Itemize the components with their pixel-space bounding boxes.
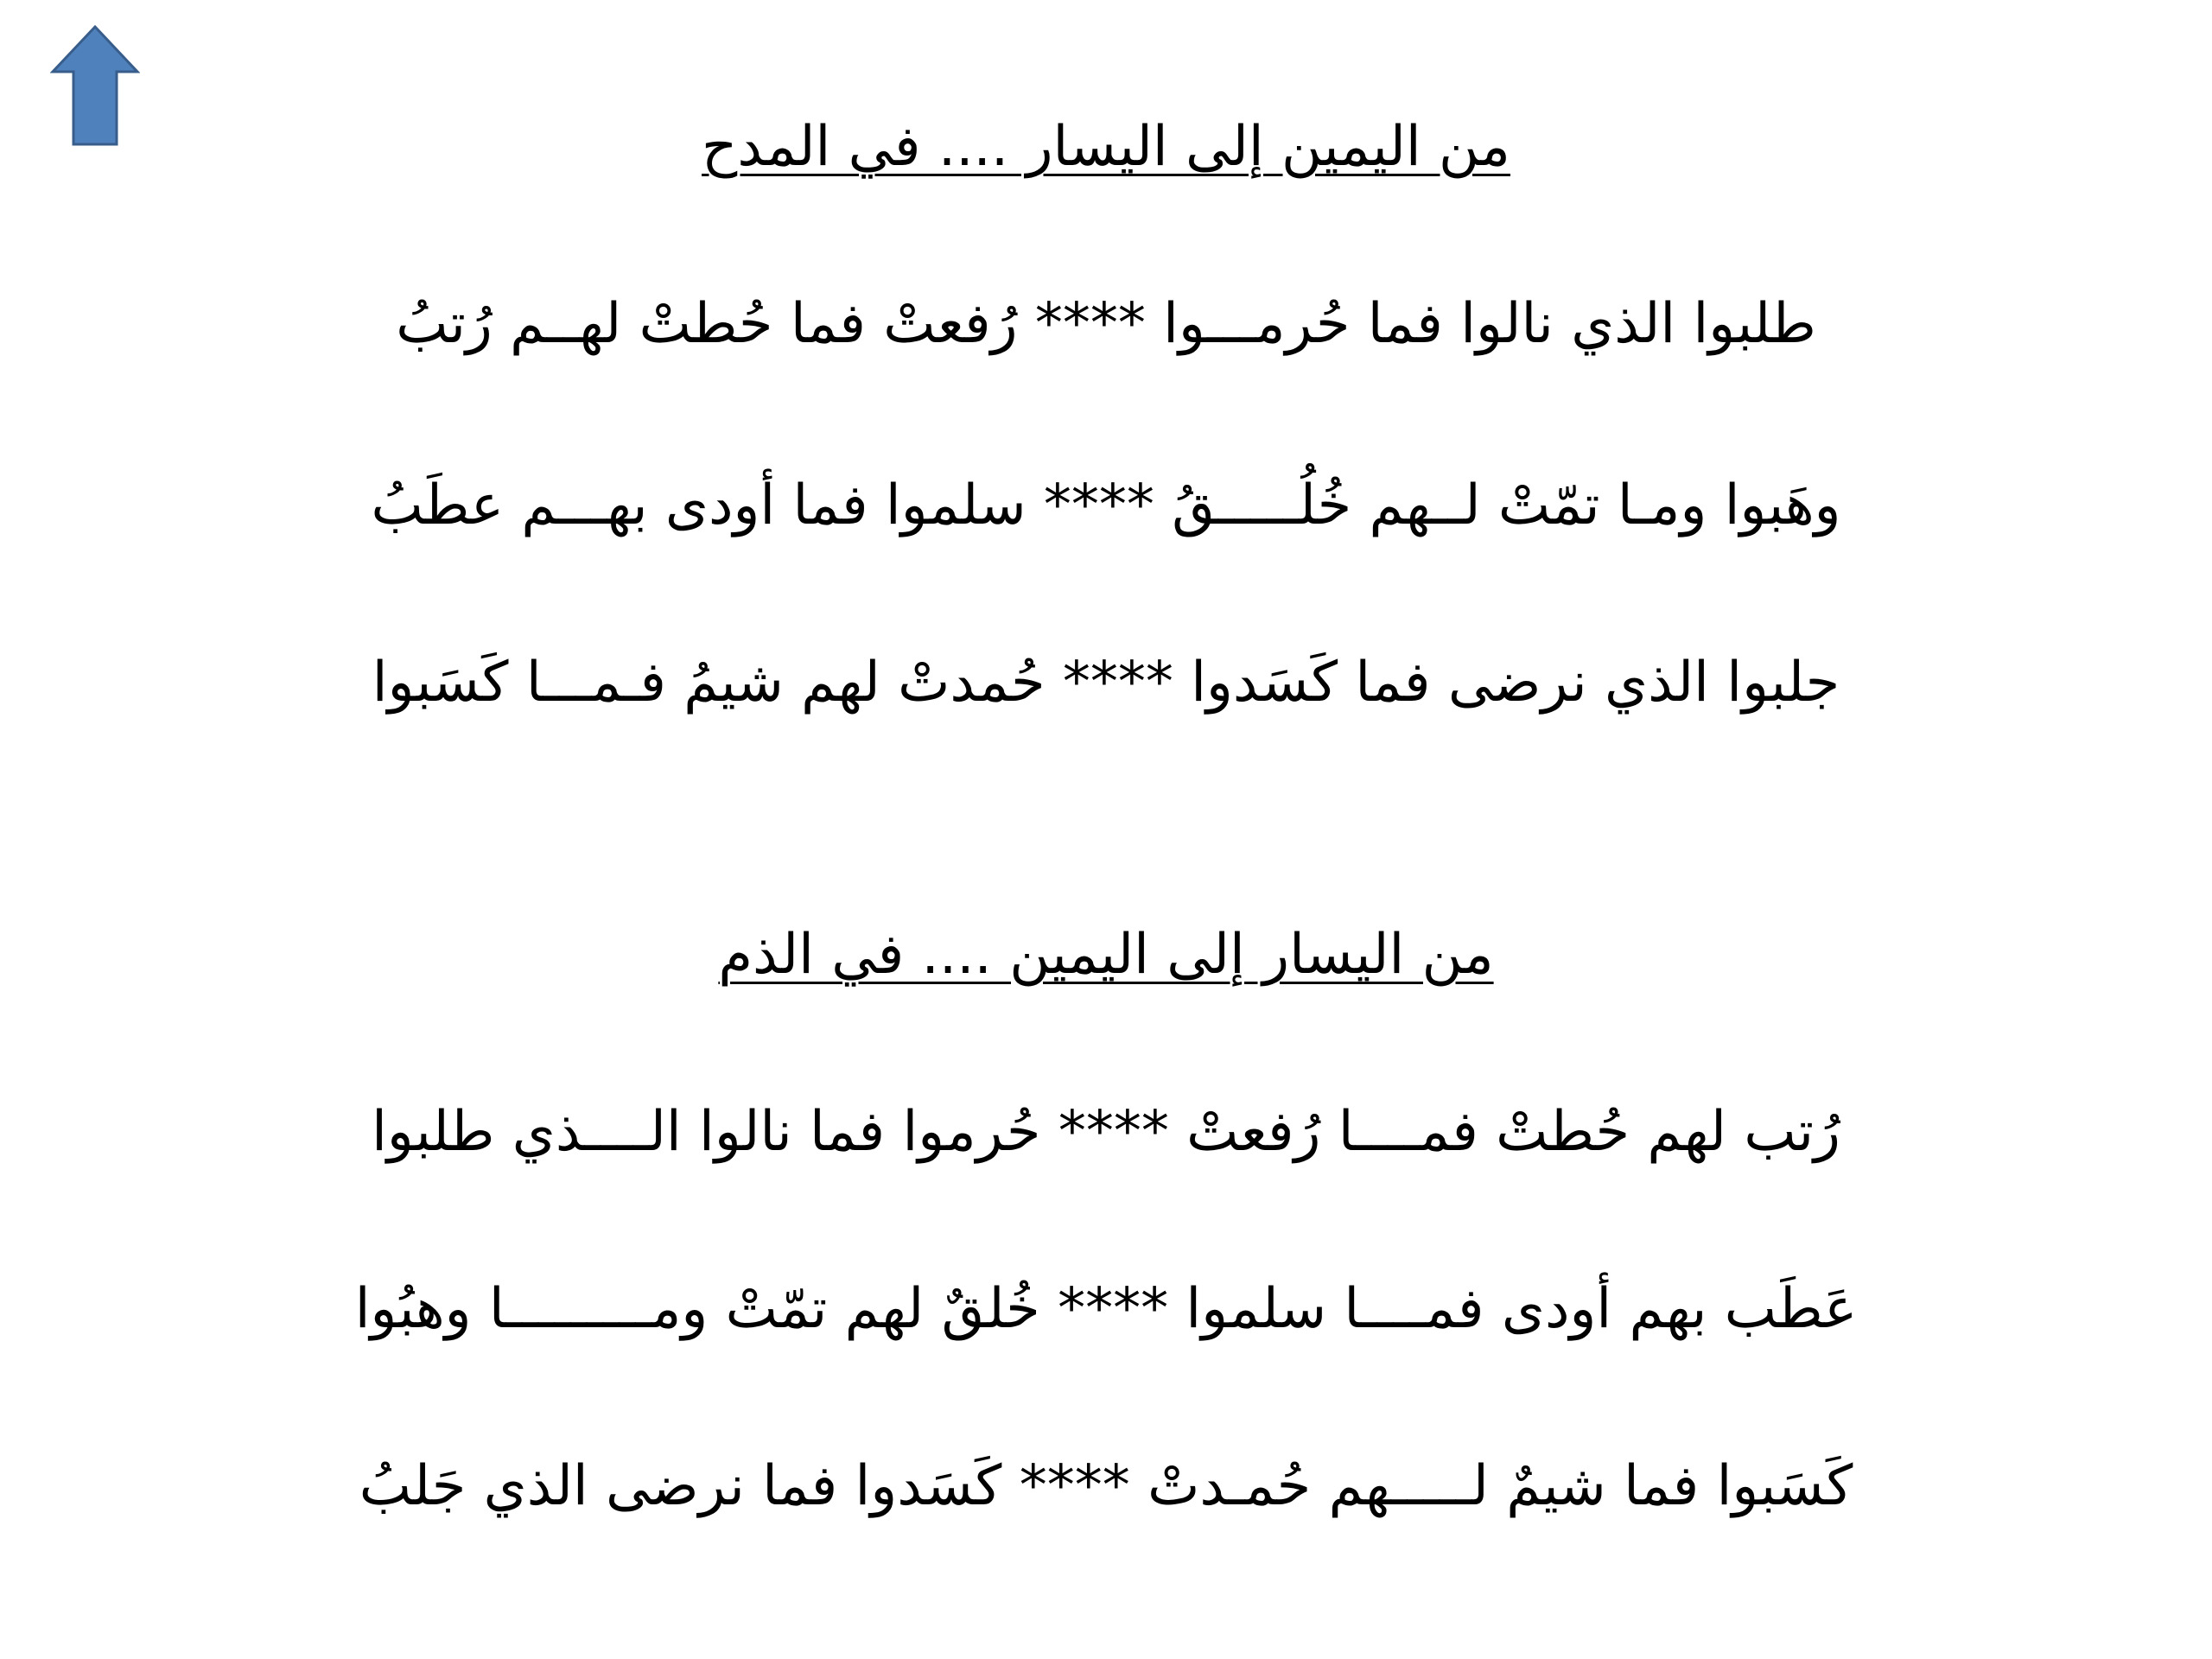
heading-text: من اليمين إلى اليسار .... في المدح [702,115,1510,179]
verse-line: رُتب لهم حُطتْ فمــــا رُفعتْ **** حُرموا فما نالوا الــــذي طلبوا [372,1100,1840,1164]
heading-text: من اليسار إلى اليمين .... في الذم [718,923,1494,987]
up-arrow-icon[interactable] [50,24,140,147]
up-arrow-shape[interactable] [53,27,137,144]
verse-line: عَطَب بهم أودى فمــــا سلموا **** خُلقٌ لهم تمّتْ ومـــــــــا وهبُوا [354,1277,1858,1341]
verse-line: وهَبوا ومـا تمّتْ لــهم خُلُـــــقُ **** سلموا فما أودى بهـــم عطَبُ [371,474,1841,537]
verse-line: جلبوا الذي نرضى فما كَسَدوا **** حُمدتْ لهم شيمُ فـمـــا كَسَبوا [372,651,1840,715]
verse-line: طلبوا الذي نالوا فما حُرمـــوا **** رُفعتْ فما حُطتْ لهــم رُتبُ [396,292,1816,356]
verse-line: كَسَبوا فما شيمٌ لـــــهم حُمـدتْ **** كَسَدوا فما نرضى الذي جَلبُ [359,1454,1853,1518]
section-heading-dispraise [259,916,1953,994]
section-heading-praise [259,108,1953,186]
